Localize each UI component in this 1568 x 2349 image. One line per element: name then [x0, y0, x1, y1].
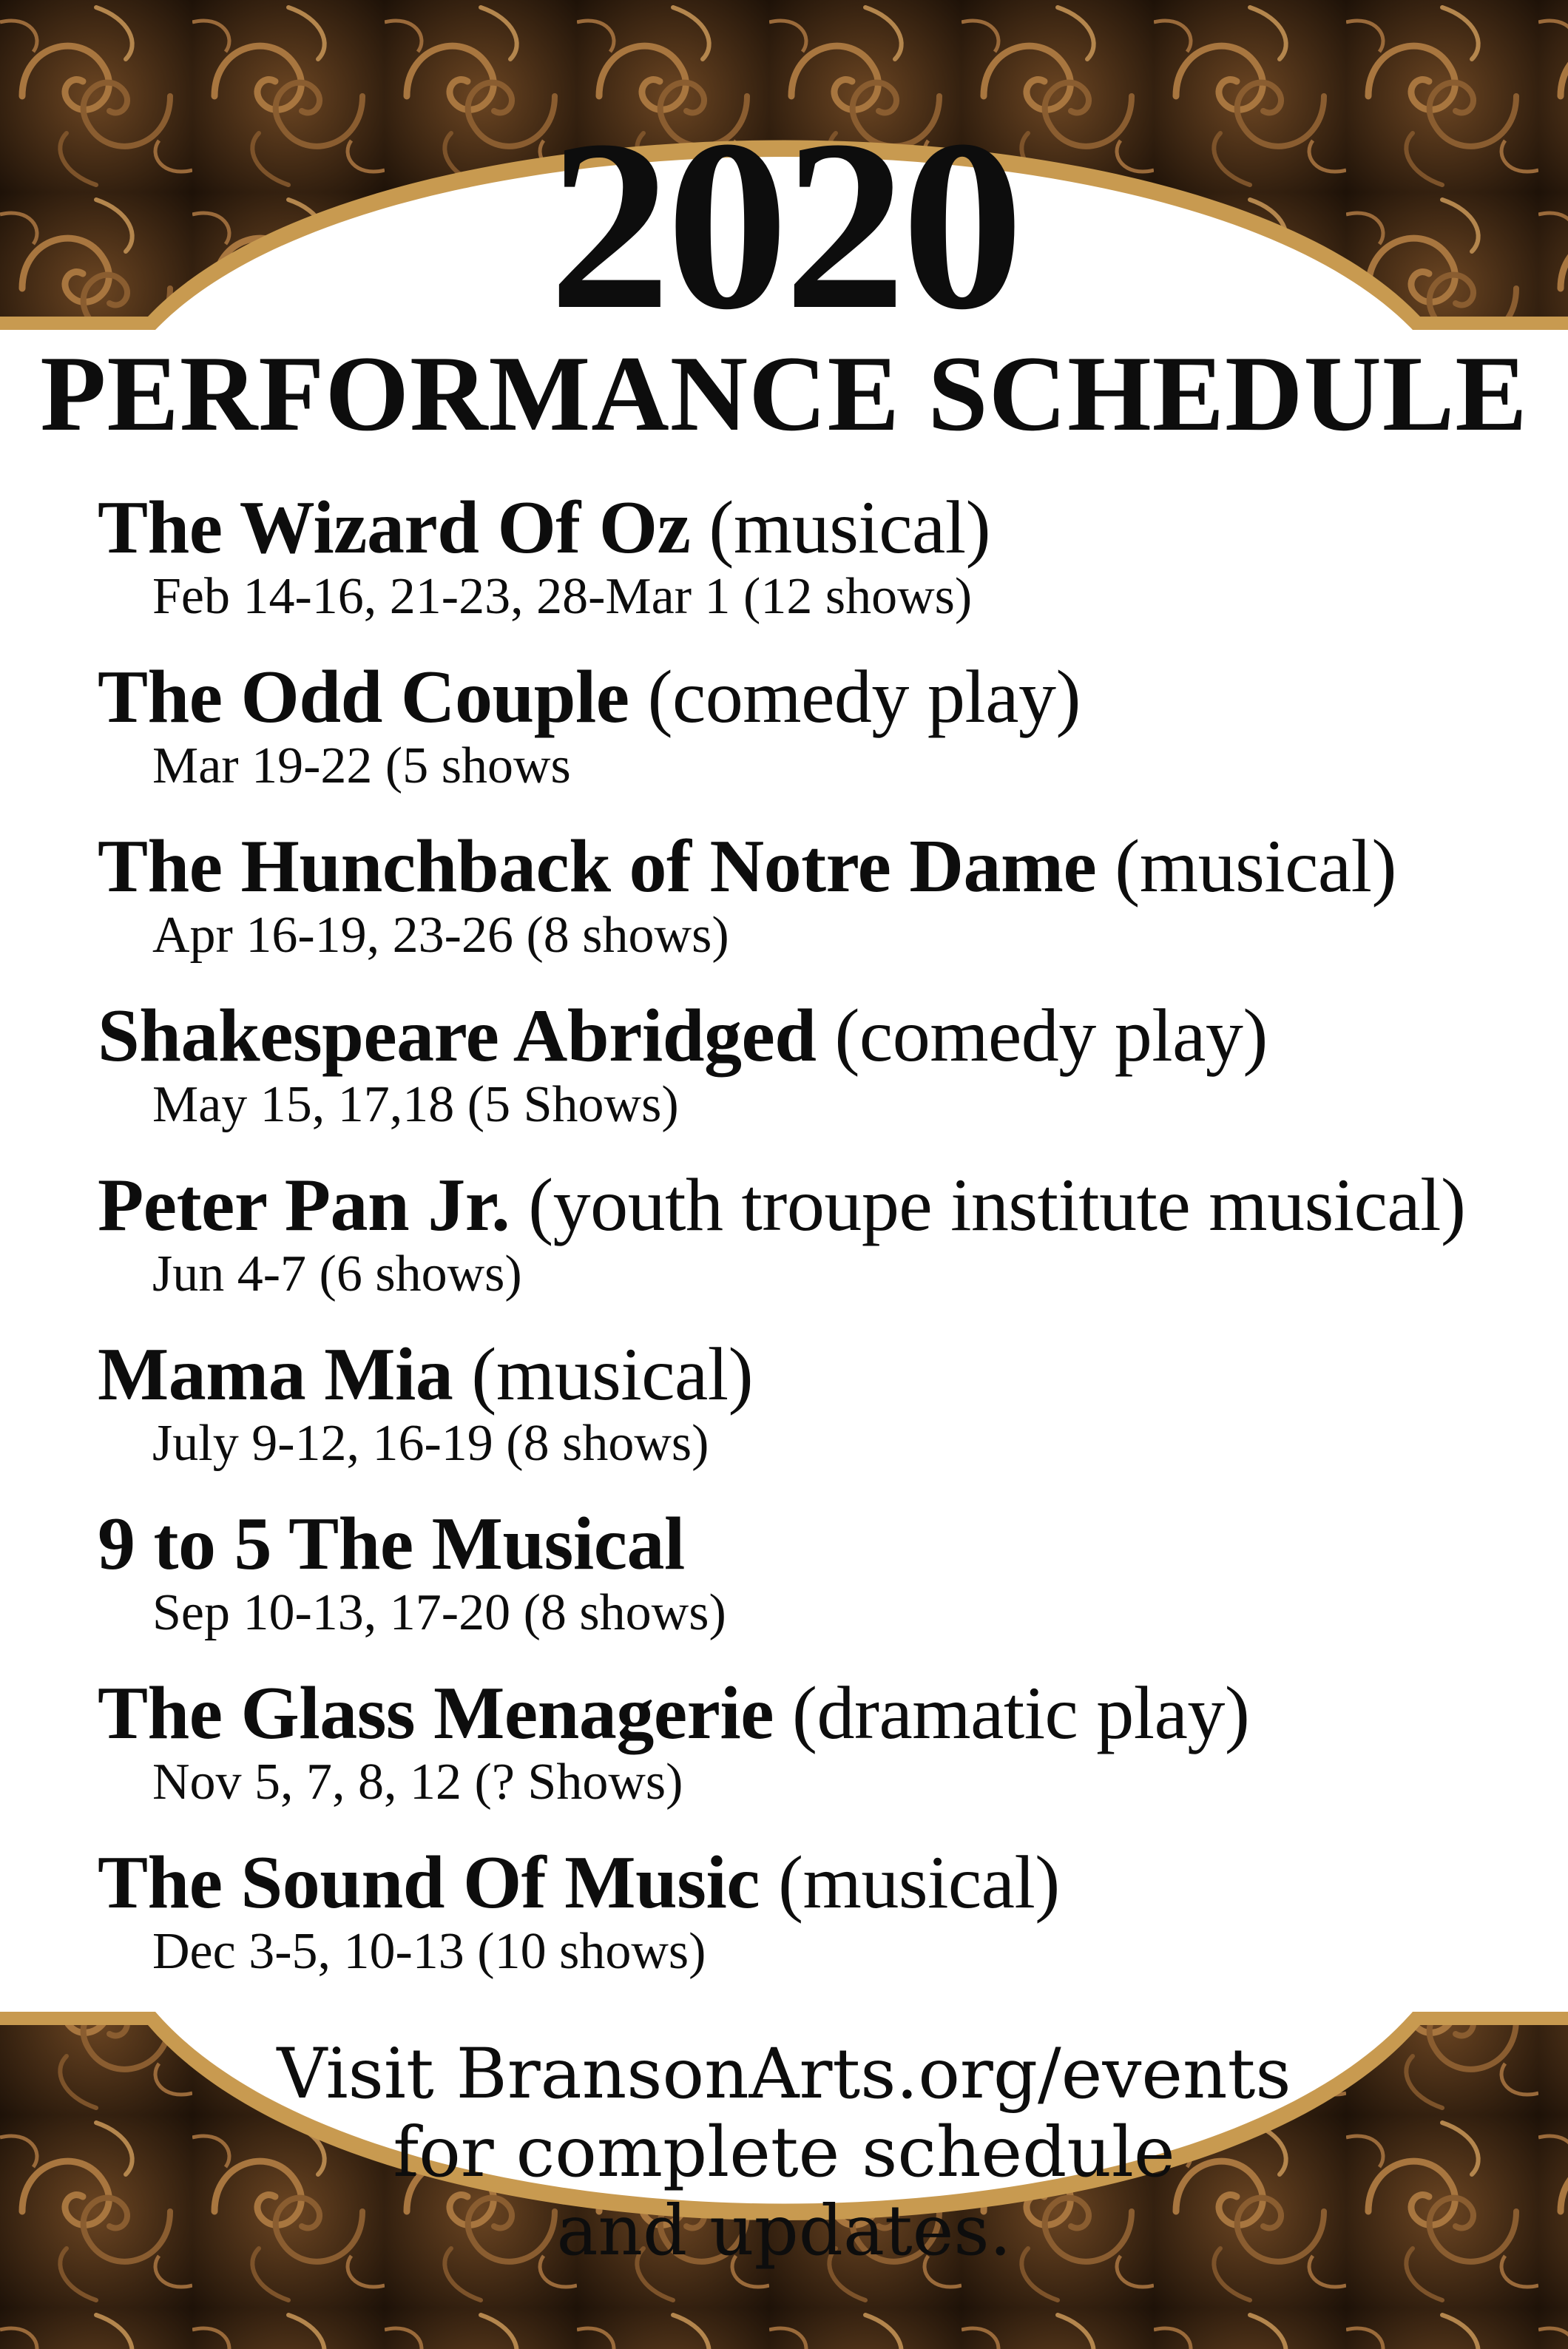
show-title: Peter Pan Jr.: [98, 1163, 510, 1247]
show-dates: Sep 10-13, 17-20 (8 shows): [152, 1584, 726, 1641]
show-line: [98, 827, 1503, 907]
show-title: The Odd Couple: [98, 655, 629, 739]
show-dates: Dec 3-5, 10-13 (10 shows): [152, 1923, 706, 1980]
footer-note: [0, 2035, 1568, 2271]
show-item: [98, 996, 1503, 1166]
show-line: [98, 1504, 1503, 1584]
show-title: The Hunchback of Notre Dame: [98, 825, 1097, 908]
show-line: [98, 655, 1503, 739]
footer-line-updates: and updates.: [556, 2191, 1012, 2271]
show-type: (musical): [709, 486, 991, 569]
show-type: (comedy play): [834, 994, 1268, 1078]
show-dates: Mar 19-22 (5 shows: [152, 737, 571, 794]
show-dates: Apr 16-19, 23-26 (8 shows): [152, 907, 729, 964]
show-item: [98, 1163, 1503, 1335]
show-line: [98, 1163, 1503, 1247]
show-item: [98, 827, 1503, 996]
show-item: [98, 655, 1503, 827]
show-line: [98, 488, 1503, 568]
show-title: 9 to 5 The Musical: [98, 1502, 685, 1586]
show-type: (musical): [1115, 825, 1396, 908]
show-item: [98, 488, 1503, 658]
show-line: [98, 1674, 1503, 1754]
show-type: (dramatic play): [792, 1672, 1250, 1755]
footer-line-schedule: for complete schedule: [393, 2112, 1175, 2193]
show-title: The Sound Of Music: [98, 1841, 760, 1924]
show-type: (comedy play): [647, 655, 1081, 739]
show-type: (musical): [778, 1841, 1060, 1924]
show-title: Mama Mia: [98, 1333, 453, 1416]
show-item: [98, 1504, 1503, 1674]
show-dates: Nov 5, 7, 8, 12 (? Shows): [152, 1754, 683, 1811]
show-title: Shakespeare Abridged: [98, 994, 817, 1078]
show-item: [98, 1335, 1503, 1504]
show-title: The Wizard Of Oz: [98, 486, 691, 569]
show-dates: May 15, 17,18 (5 Shows): [152, 1076, 679, 1133]
year-heading: 2020: [549, 90, 1019, 360]
footer-line-website: Visit BransonArts.org/events: [277, 2034, 1291, 2115]
show-dates: Jun 4-7 (6 shows): [152, 1246, 522, 1302]
show-list: [98, 488, 1503, 2012]
show-type: (youth troupe institute musical): [528, 1163, 1466, 1247]
show-item: [98, 1674, 1503, 1843]
show-line: [98, 1843, 1503, 1923]
show-line: [98, 1335, 1503, 1415]
show-item: [98, 1843, 1503, 2012]
schedule-subtitle: PERFORMANCE SCHEDULE: [40, 334, 1528, 453]
show-line: [98, 996, 1503, 1076]
show-dates: July 9-12, 16-19 (8 shows): [152, 1415, 709, 1472]
show-dates: Feb 14-16, 21-23, 28-Mar 1 (12 shows): [152, 568, 973, 625]
show-type: (musical): [471, 1333, 754, 1416]
show-title: The Glass Menagerie: [98, 1672, 774, 1755]
